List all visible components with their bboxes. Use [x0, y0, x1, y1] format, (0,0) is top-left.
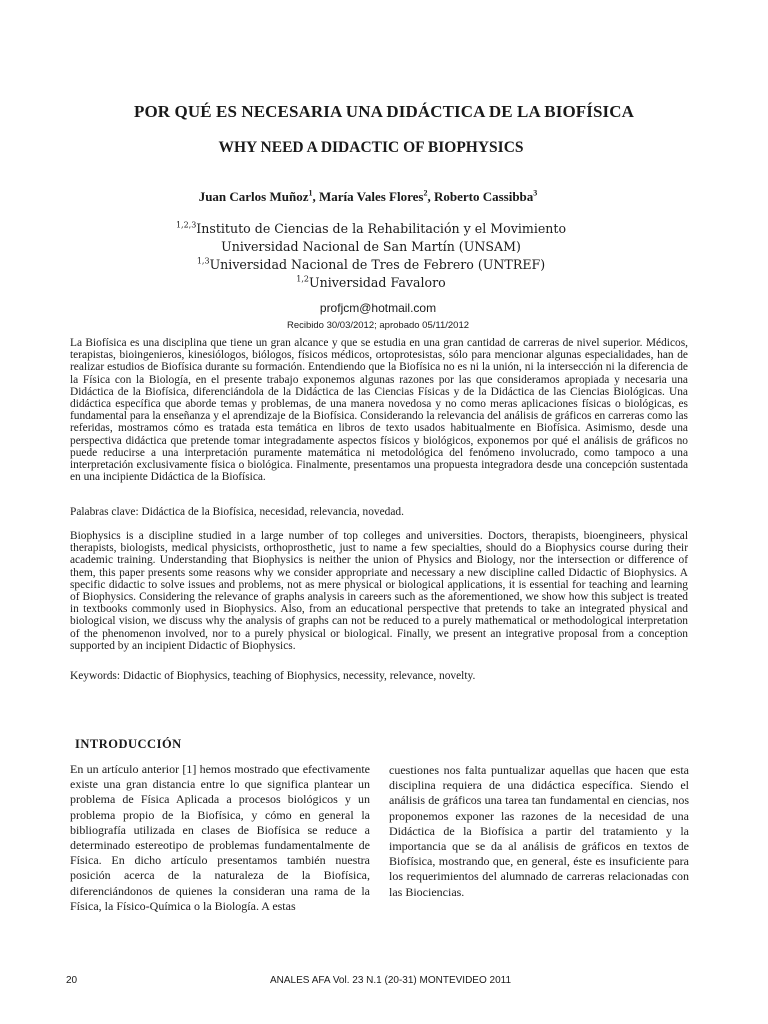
keywords-spanish: Palabras clave: Didáctica de la Biofísica, necesidad, relevancia, novedad.: [70, 506, 404, 518]
author-list: [0, 189, 736, 205]
author-2: María Vales Flores$^2$,: [318, 188, 434, 204]
intro-right-column: cuestiones nos falta puntualizar aquellas que hacen que esta disciplina requiera de una didáctica específica. Siendo el análisis de gráficos una tarea tan fundamental en ciencias, nos proponemos exponer las razones de la necesidad de una Didáctica de la Biofísica a partir del tratamiento y la importancia que se da al análisis de gráficos en textos de Biofísica, mostrando que, en general, éste es insuficiente para los requerimientos del alumnado de carreras relacionadas con las Biociencias.: [389, 763, 689, 899]
affiliation-3: $^{1,3}$Universidad Nacional de Tres de Febrero (UNTREF): [196, 256, 546, 272]
title-english: WHY NEED A DIDACTIC OF BIOPHYSICS: [218, 139, 524, 156]
keywords-english: Keywords: Didactic of Biophysics, teaching of Biophysics, necessity, relevance, novelty.: [70, 670, 476, 682]
author-1: Juan Carlos Muñoz$^1$,: [198, 188, 319, 204]
intro-left-column: En un artículo anterior [1] hemos mostrado que efectivamente existe una gran distancia entre lo que significa plantear un problema de Física Aplicada a procesos biológicos y un problema propio de la Biofísica, y cómo en general la bibliografía utilizada en clases de Biofísica se reduce a determinado estereotipo de problemas fundamentalmente de Física. En dicho artículo presentamos también nuestra posición acerca de la naturaleza de la Biofísica, diferenciándonos de quienes la consideran una rama de la Física, la Físico-Química o la Biología. A estas: [70, 762, 370, 913]
abstract-spanish: La Biofísica es una disciplina que tiene un gran alcance y que se estudia en una gran cantidad de carreras de nivel superior. Médicos, terapistas, bioingenieros, kinesiólogos, biólogos, físicos médicos, ortoprotesistas, sólo para mencionar algunas especialidades, han de realizar estudios de Biofísica durante su formación. Entendiendo que la Biofísica no es ni la unión, ni la intersección ni la diferencia de la Física con la Biología, en el presente trabajo exponemos algunas razones por las que consideramos apropiada y necesaria una Didáctica de la Biofísica, diferenciándola de la Didáctica de las Ciencias Físicas y de la Didáctica de las Ciencias Biológicas. Una didáctica específica que aborde temas y problemas, de una manera novedosa y no como meras aplicaciones físicas o biológicas, es fundamental para la enseñanza y el aprendizaje de la Biofísica. Considerando la relevancia del análisis de gráficos en carreras como las referidas, mostramos cómo es tratada esta temática en libros de texto usados habitualmente en Biofísica. Asimismo, desde una perspectiva didáctica que pretende tomar integradamente aspectos físicos y biológicos, exponemos por qué el análisis de gráficos no puede reducirse a una interpretación puramente matemática ni metodológica del fenómeno involucrado, como tampoco a una interpretación exclusivamente física o biológica. Finalmente, presentamos una propuesta integradora desde una concepción sustentada en una incipiente Didáctica de la Biofísica.: [70, 337, 688, 484]
abstract-english: Biophysics is a discipline studied in a large number of top colleges and universities. Doctors, therapists, bioengineers, physical therapists, biologists, medical physicists, orthoprosthetic, just to name a few specialties, should do a Biophysics course during their academic training. Understanding that Biophysics is neither the union of Physics and Biology, nor the intersection or difference of them, this paper presents some reasons why we consider appropriate and necessary a new discipline called Didactic of Biophysics. A specific didactic to solve issues and problems, not as mere physical or biological applications, it is essential for teaching and learning of Biophysics. Considering the relevance of graphs analysis in careers such as the aforementioned, we show how this subject is treated in textbooks commonly used in Biophysics. Also, from an educational perspective that pretends to take an integrated physical and biological vision, we discuss why the analysis of graphs can not be reduced to a purely mathematical or methodological interpretation of the phenomenon involved, nor to a purely physical or biological. Finally, we present an integrative proposal from a conception supported by an incipient Didactic of Biophysics.: [70, 530, 688, 652]
journal-citation: ANALES AFA Vol. 23 N.1 (20-31) MONTEVIDEO 2011: [270, 975, 512, 986]
received-dates: Recibido 30/03/2012; aprobado 05/11/2012: [286, 320, 470, 331]
affiliation-2: Universidad Nacional de San Martín (UNSAM): [221, 239, 521, 254]
title-spanish: POR QUÉ ES NECESARIA UNA DIDÁCTICA DE LA BIOFÍSICA: [134, 102, 634, 121]
author-3: Roberto Cassibba$^3$: [433, 188, 538, 204]
affiliation-1: $^{1,2,3}$Instituto de Ciencias de la Rehabilitación y el Movimiento: [175, 220, 567, 236]
affiliation-4: $^{1,2}$Universidad Favaloro: [296, 274, 446, 290]
page-number: 20: [66, 975, 78, 986]
section-heading-introduction: INTRODUCCIÓN: [75, 737, 182, 751]
contact-email: profjcm@hotmail.com: [319, 301, 437, 315]
affiliations: [0, 220, 742, 292]
